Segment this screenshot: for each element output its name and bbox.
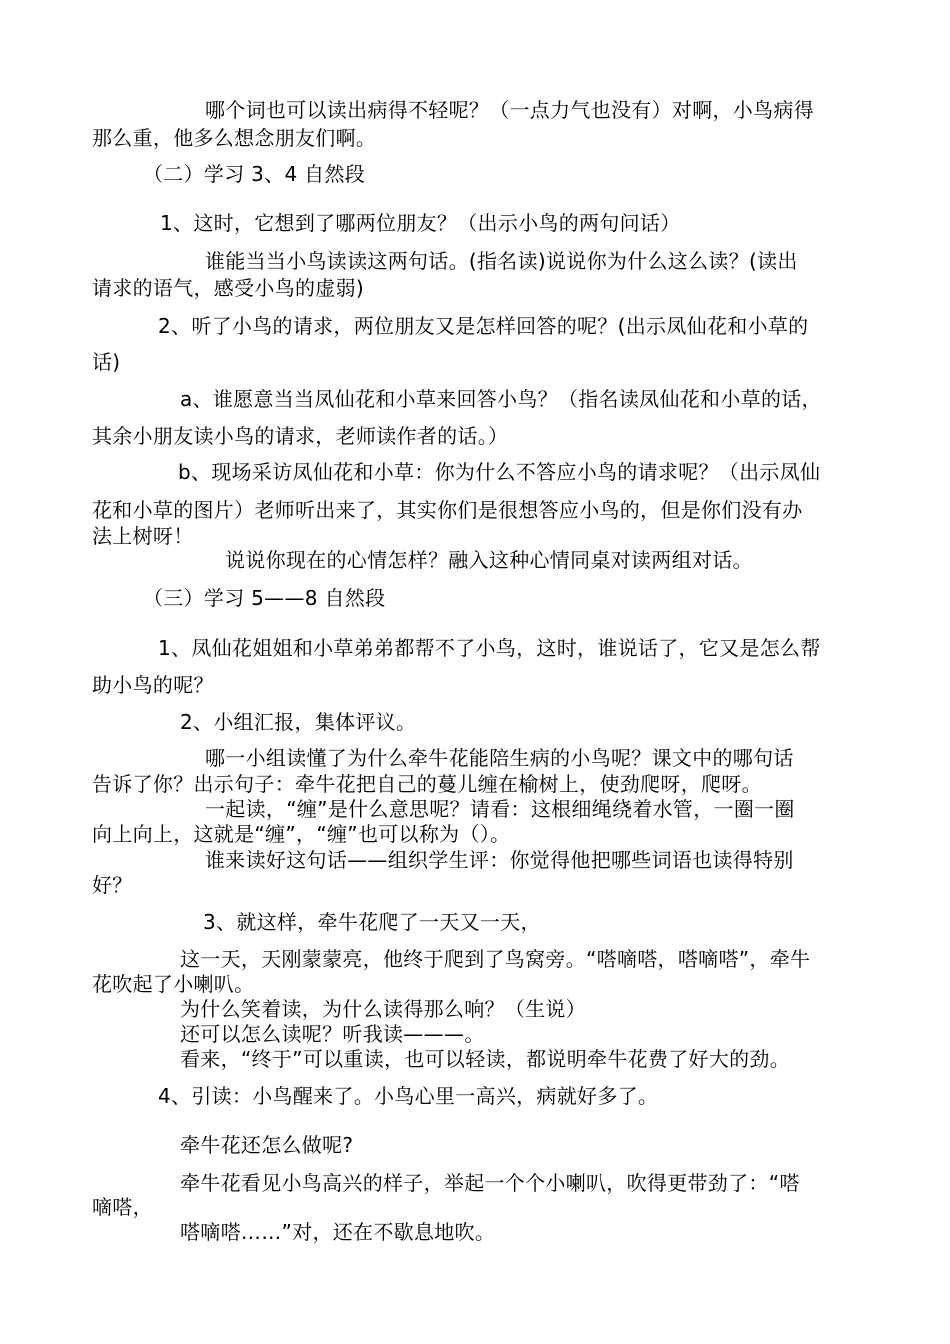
text-line: 2、小组汇报，集体评议。 [180,710,417,734]
section-heading: （三）学习 5——8 自然段 [143,586,386,610]
text-line: 牵牛花还怎么做呢? [180,1133,354,1157]
text-line: b、现场采访凤仙花和小草：你为什么不答应小鸟的请求呢？（出示凤仙 [178,460,821,484]
text-line: 谁能当当小鸟读读这两句话。(指名读)说说你为什么这么读？(读出 [205,249,798,273]
text-line: 哪一小组读懂了为什么牵牛花能陪生病的小鸟呢？课文中的哪句话 [205,746,794,770]
text-line: 嘀嗒， [92,1195,153,1219]
text-line: 嗒嘀嗒……”对，还在不歇息地吹。 [180,1220,496,1244]
text-line: 请求的语气，感受小鸟的虚弱) [92,276,365,300]
text-line: 话) [92,350,121,374]
text-line: 告诉了你？出示句子：牵牛花把自己的蔓儿缠在榆树上，使劲爬呀，爬呀。 [92,772,762,796]
text-line: 说说你现在的心情怎样？融入这种心情同桌对读两组对话。 [225,548,753,572]
text-line: 花吹起了小喇叭。 [92,972,255,996]
text-line: 向上向上，这就是“缠”，“缠”也可以称为（）。 [92,822,511,846]
text-line: 那么重，他多么想念朋友们啊。 [92,126,377,150]
text-line: 好？ [92,873,133,897]
text-line: 看来，“终于”可以重读，也可以轻读，都说明牵牛花费了好大的劲。 [180,1047,791,1071]
text-line: a、谁愿意当当凤仙花和小草来回答小鸟？（指名读凤仙花和小草的话， [180,387,822,411]
text-line: 花和小草的图片）老师听出来了，其实你们是很想答应小鸟的，但是你们没有办 [92,498,803,522]
text-line: 一起读，“缠”是什么意思呢？请看：这根细绳绕着水管，一圈一圈 [205,797,795,821]
text-line: 1、凤仙花姐姐和小草弟弟都帮不了小鸟，这时，谁说话了，它又是怎么帮 [158,636,821,660]
text-line: 谁来读好这句话——组织学生评：你觉得他把哪些词语也读得特别 [205,848,794,872]
text-line: 2、听了小鸟的请求，两位朋友又是怎样回答的呢？(出示凤仙花和小草的 [158,314,809,338]
text-line: 3、就这样，牵牛花爬了一天又一天， [203,910,541,934]
section-heading: （二）学习 3、4 自然段 [143,162,366,186]
text-line: 其余小朋友读小鸟的请求，老师读作者的话。） [92,424,509,448]
text-line: 还可以怎么读呢？听我读———。 [180,1022,485,1046]
text-line: 牵牛花看见小鸟高兴的样子，举起一个个小喇叭，吹得更带劲了：“嗒 [180,1171,800,1195]
text-line: 法上树呀！ [92,524,194,548]
text-line: 4、引读：小鸟醒来了。小鸟心里一高兴，病就好多了。 [158,1084,659,1108]
text-line: 哪个词也可以读出病得不轻呢？（一点力气也没有）对啊，小鸟病得 [205,98,814,122]
text-line: 助小鸟的呢？ [92,673,214,697]
text-line: 为什么笑着读，为什么读得那么响？（生说） [180,997,586,1021]
text-line: 1、这时，它想到了哪两位朋友？（出示小鸟的两句问话） [160,211,681,235]
text-line: 这一天，天刚蒙蒙亮，他终于爬到了鸟窝旁。“嗒嘀嗒，嗒嘀嗒”，牵牛 [180,947,811,971]
